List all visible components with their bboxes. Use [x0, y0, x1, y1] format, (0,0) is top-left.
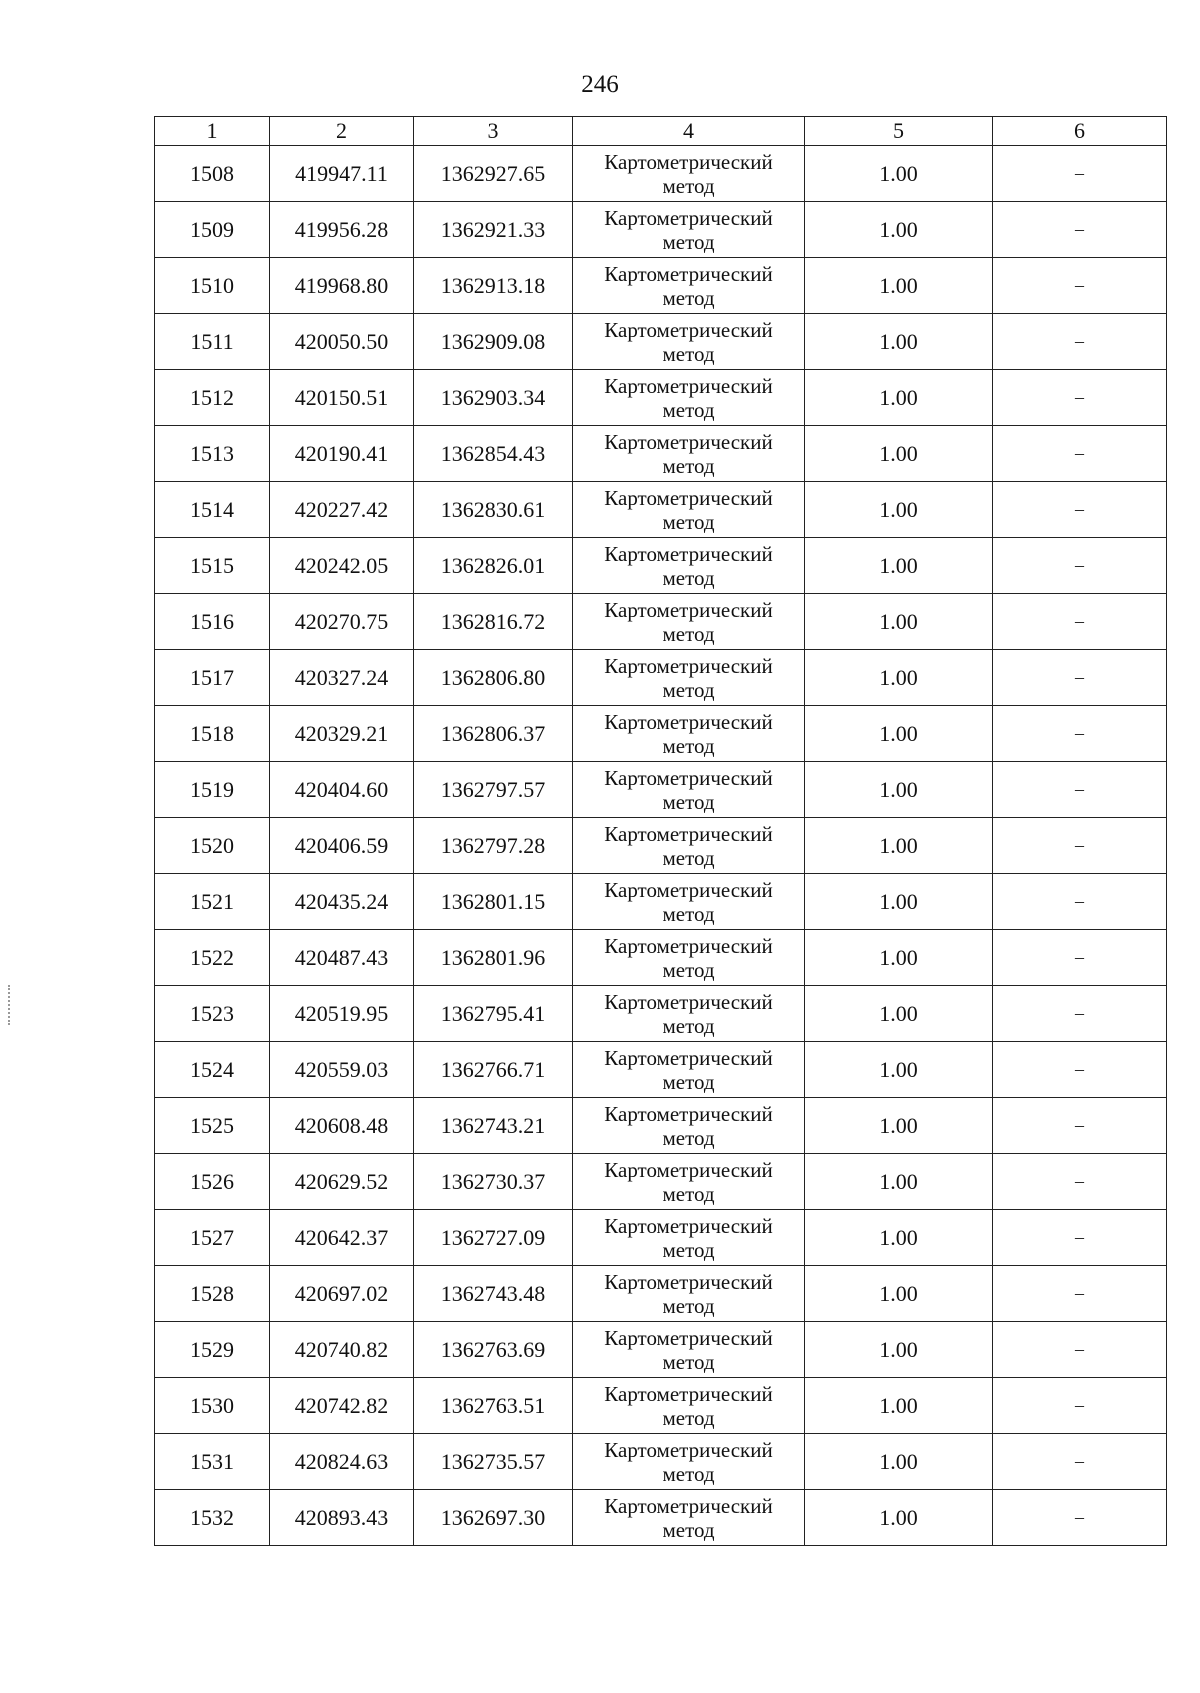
method-line-2: метод	[662, 1237, 715, 1262]
point-number-cell: 1526	[155, 1154, 270, 1210]
method-cell	[573, 426, 805, 482]
table-row	[155, 1098, 1167, 1154]
y-coordinate-cell: 1362927.65	[414, 146, 573, 202]
note-cell: –	[993, 930, 1167, 986]
method-line-2: метод	[662, 845, 715, 870]
table-row	[155, 202, 1167, 258]
point-number-cell: 1515	[155, 538, 270, 594]
table-row	[155, 1490, 1167, 1546]
method-line-1: Картометрический	[604, 1269, 773, 1294]
y-coordinate-cell: 1362806.80	[414, 650, 573, 706]
x-coordinate-cell: 420406.59	[270, 818, 414, 874]
note-cell: –	[993, 1434, 1167, 1490]
method-line-1: Картометрический	[604, 653, 773, 678]
method-line-1: Картометрический	[604, 317, 773, 342]
note-cell: –	[993, 762, 1167, 818]
method-line-2: метод	[662, 1349, 715, 1374]
point-number-cell: 1521	[155, 874, 270, 930]
method-line-1: Картометрический	[604, 373, 773, 398]
x-coordinate-cell: 419968.80	[270, 258, 414, 314]
method-line-1: Картометрический	[604, 821, 773, 846]
x-coordinate-cell: 420697.02	[270, 1266, 414, 1322]
table-row	[155, 314, 1167, 370]
note-cell: –	[993, 1266, 1167, 1322]
point-number-cell: 1519	[155, 762, 270, 818]
method-line-1: Картометрический	[604, 541, 773, 566]
y-coordinate-cell: 1362795.41	[414, 986, 573, 1042]
method-cell	[573, 314, 805, 370]
method-line-2: метод	[662, 509, 715, 534]
table-row	[155, 538, 1167, 594]
x-coordinate-cell: 420270.75	[270, 594, 414, 650]
accuracy-cell: 1.00	[805, 1266, 993, 1322]
method-line-1: Картометрический	[604, 261, 773, 286]
accuracy-cell: 1.00	[805, 146, 993, 202]
method-line-1: Картометрический	[604, 485, 773, 510]
method-line-2: метод	[662, 1013, 715, 1038]
x-coordinate-cell: 420329.21	[270, 706, 414, 762]
x-coordinate-cell: 419947.11	[270, 146, 414, 202]
accuracy-cell: 1.00	[805, 1322, 993, 1378]
note-cell: –	[993, 1042, 1167, 1098]
point-number-cell: 1530	[155, 1378, 270, 1434]
accuracy-cell: 1.00	[805, 930, 993, 986]
method-cell	[573, 986, 805, 1042]
x-coordinate-cell: 420404.60	[270, 762, 414, 818]
method-line-2: метод	[662, 733, 715, 758]
note-cell: –	[993, 426, 1167, 482]
y-coordinate-cell: 1362801.96	[414, 930, 573, 986]
x-coordinate-cell: 420824.63	[270, 1434, 414, 1490]
point-number-cell: 1520	[155, 818, 270, 874]
point-number-cell: 1531	[155, 1434, 270, 1490]
table-row	[155, 1154, 1167, 1210]
point-number-cell: 1523	[155, 986, 270, 1042]
y-coordinate-cell: 1362816.72	[414, 594, 573, 650]
point-number-cell: 1527	[155, 1210, 270, 1266]
table-row	[155, 650, 1167, 706]
header-col-3: 3	[414, 117, 573, 146]
note-cell: –	[993, 1210, 1167, 1266]
table-row	[155, 426, 1167, 482]
point-number-cell: 1513	[155, 426, 270, 482]
table-row	[155, 762, 1167, 818]
point-number-cell: 1516	[155, 594, 270, 650]
x-coordinate-cell: 420642.37	[270, 1210, 414, 1266]
accuracy-cell: 1.00	[805, 762, 993, 818]
point-number-cell: 1532	[155, 1490, 270, 1546]
x-coordinate-cell: 420435.24	[270, 874, 414, 930]
y-coordinate-cell: 1362727.09	[414, 1210, 573, 1266]
x-coordinate-cell: 420742.82	[270, 1378, 414, 1434]
y-coordinate-cell: 1362909.08	[414, 314, 573, 370]
method-line-1: Картометрический	[604, 1437, 773, 1462]
table-row	[155, 986, 1167, 1042]
y-coordinate-cell: 1362903.34	[414, 370, 573, 426]
x-coordinate-cell: 420150.51	[270, 370, 414, 426]
note-cell: –	[993, 370, 1167, 426]
method-cell	[573, 874, 805, 930]
y-coordinate-cell: 1362797.28	[414, 818, 573, 874]
header-col-5: 5	[805, 117, 993, 146]
note-cell: –	[993, 594, 1167, 650]
table-row	[155, 1434, 1167, 1490]
y-coordinate-cell: 1362763.51	[414, 1378, 573, 1434]
method-cell	[573, 706, 805, 762]
method-cell	[573, 1490, 805, 1546]
header-col-6: 6	[993, 117, 1167, 146]
method-line-2: метод	[662, 1069, 715, 1094]
method-line-1: Картометрический	[604, 1493, 773, 1518]
method-cell	[573, 538, 805, 594]
method-line-2: метод	[662, 957, 715, 982]
x-coordinate-cell: 420327.24	[270, 650, 414, 706]
note-cell: –	[993, 1322, 1167, 1378]
point-number-cell: 1508	[155, 146, 270, 202]
y-coordinate-cell: 1362797.57	[414, 762, 573, 818]
point-number-cell: 1510	[155, 258, 270, 314]
method-line-2: метод	[662, 901, 715, 926]
method-cell	[573, 818, 805, 874]
accuracy-cell: 1.00	[805, 1210, 993, 1266]
table-row	[155, 1210, 1167, 1266]
note-cell: –	[993, 818, 1167, 874]
method-cell	[573, 202, 805, 258]
method-line-2: метод	[662, 1293, 715, 1318]
accuracy-cell: 1.00	[805, 1378, 993, 1434]
table-row	[155, 874, 1167, 930]
accuracy-cell: 1.00	[805, 1154, 993, 1210]
method-cell	[573, 650, 805, 706]
point-number-cell: 1522	[155, 930, 270, 986]
method-cell	[573, 258, 805, 314]
method-line-1: Картометрический	[604, 765, 773, 790]
accuracy-cell: 1.00	[805, 874, 993, 930]
table-row	[155, 482, 1167, 538]
y-coordinate-cell: 1362801.15	[414, 874, 573, 930]
table-body	[155, 146, 1167, 1546]
x-coordinate-cell: 420608.48	[270, 1098, 414, 1154]
accuracy-cell: 1.00	[805, 1098, 993, 1154]
note-cell: –	[993, 1378, 1167, 1434]
table-row	[155, 1322, 1167, 1378]
point-number-cell: 1518	[155, 706, 270, 762]
method-cell	[573, 1378, 805, 1434]
note-cell: –	[993, 258, 1167, 314]
method-cell	[573, 930, 805, 986]
table-row	[155, 1042, 1167, 1098]
method-line-1: Картометрический	[604, 1157, 773, 1182]
x-coordinate-cell: 420629.52	[270, 1154, 414, 1210]
accuracy-cell: 1.00	[805, 986, 993, 1042]
method-line-2: метод	[662, 565, 715, 590]
method-line-1: Картометрический	[604, 205, 773, 230]
table-row	[155, 370, 1167, 426]
x-coordinate-cell: 419956.28	[270, 202, 414, 258]
method-line-1: Картометрический	[604, 1101, 773, 1126]
x-coordinate-cell: 420519.95	[270, 986, 414, 1042]
accuracy-cell: 1.00	[805, 426, 993, 482]
table-row	[155, 818, 1167, 874]
method-line-1: Картометрический	[604, 429, 773, 454]
method-line-2: метод	[662, 341, 715, 366]
note-cell: –	[993, 874, 1167, 930]
method-line-2: метод	[662, 229, 715, 254]
method-line-1: Картометрический	[604, 1325, 773, 1350]
x-coordinate-cell: 420559.03	[270, 1042, 414, 1098]
point-number-cell: 1511	[155, 314, 270, 370]
method-line-2: метод	[662, 1461, 715, 1486]
method-cell	[573, 1434, 805, 1490]
y-coordinate-cell: 1362806.37	[414, 706, 573, 762]
accuracy-cell: 1.00	[805, 818, 993, 874]
accuracy-cell: 1.00	[805, 482, 993, 538]
method-line-2: метод	[662, 1405, 715, 1430]
method-cell	[573, 1210, 805, 1266]
method-line-2: метод	[662, 397, 715, 422]
y-coordinate-cell: 1362921.33	[414, 202, 573, 258]
note-cell: –	[993, 986, 1167, 1042]
note-cell: –	[993, 202, 1167, 258]
method-cell	[573, 370, 805, 426]
y-coordinate-cell: 1362826.01	[414, 538, 573, 594]
table-row	[155, 930, 1167, 986]
note-cell: –	[993, 146, 1167, 202]
y-coordinate-cell: 1362830.61	[414, 482, 573, 538]
table-row	[155, 1378, 1167, 1434]
method-line-1: Картометрический	[604, 1381, 773, 1406]
method-line-1: Картометрический	[604, 877, 773, 902]
point-number-cell: 1528	[155, 1266, 270, 1322]
method-line-2: метод	[662, 1181, 715, 1206]
method-line-1: Картометрический	[604, 597, 773, 622]
margin-dots	[8, 985, 12, 1025]
y-coordinate-cell: 1362743.48	[414, 1266, 573, 1322]
accuracy-cell: 1.00	[805, 1042, 993, 1098]
note-cell: –	[993, 482, 1167, 538]
method-cell	[573, 762, 805, 818]
x-coordinate-cell: 420893.43	[270, 1490, 414, 1546]
accuracy-cell: 1.00	[805, 370, 993, 426]
point-number-cell: 1524	[155, 1042, 270, 1098]
accuracy-cell: 1.00	[805, 538, 993, 594]
point-number-cell: 1512	[155, 370, 270, 426]
y-coordinate-cell: 1362854.43	[414, 426, 573, 482]
note-cell: –	[993, 650, 1167, 706]
note-cell: –	[993, 706, 1167, 762]
method-cell	[573, 594, 805, 650]
accuracy-cell: 1.00	[805, 594, 993, 650]
method-line-1: Картометрический	[604, 1045, 773, 1070]
point-number-cell: 1525	[155, 1098, 270, 1154]
x-coordinate-cell: 420487.43	[270, 930, 414, 986]
y-coordinate-cell: 1362697.30	[414, 1490, 573, 1546]
y-coordinate-cell: 1362730.37	[414, 1154, 573, 1210]
method-cell	[573, 1154, 805, 1210]
point-number-cell: 1529	[155, 1322, 270, 1378]
accuracy-cell: 1.00	[805, 258, 993, 314]
accuracy-cell: 1.00	[805, 1434, 993, 1490]
table-row	[155, 146, 1167, 202]
note-cell: –	[993, 538, 1167, 594]
table-header	[155, 117, 1167, 146]
table-row	[155, 706, 1167, 762]
note-cell: –	[993, 1154, 1167, 1210]
method-line-2: метод	[662, 173, 715, 198]
table-row	[155, 258, 1167, 314]
table-row	[155, 1266, 1167, 1322]
header-row	[155, 117, 1167, 146]
accuracy-cell: 1.00	[805, 1490, 993, 1546]
coordinates-table	[154, 116, 1167, 1546]
point-number-cell: 1517	[155, 650, 270, 706]
x-coordinate-cell: 420242.05	[270, 538, 414, 594]
y-coordinate-cell: 1362743.21	[414, 1098, 573, 1154]
header-col-2: 2	[270, 117, 414, 146]
page-number: 246	[581, 71, 619, 98]
header-col-4: 4	[573, 117, 805, 146]
method-line-1: Картометрический	[604, 989, 773, 1014]
y-coordinate-cell: 1362735.57	[414, 1434, 573, 1490]
method-line-1: Картометрический	[604, 149, 773, 174]
method-line-1: Картометрический	[604, 933, 773, 958]
table-row	[155, 594, 1167, 650]
method-cell	[573, 482, 805, 538]
x-coordinate-cell: 420740.82	[270, 1322, 414, 1378]
method-line-2: метод	[662, 453, 715, 478]
method-cell	[573, 1266, 805, 1322]
method-line-2: метод	[662, 285, 715, 310]
method-line-2: метод	[662, 1517, 715, 1542]
accuracy-cell: 1.00	[805, 706, 993, 762]
x-coordinate-cell: 420227.42	[270, 482, 414, 538]
method-cell	[573, 146, 805, 202]
y-coordinate-cell: 1362913.18	[414, 258, 573, 314]
header-col-1: 1	[155, 117, 270, 146]
accuracy-cell: 1.00	[805, 202, 993, 258]
y-coordinate-cell: 1362763.69	[414, 1322, 573, 1378]
note-cell: –	[993, 1490, 1167, 1546]
method-cell	[573, 1098, 805, 1154]
method-line-2: метод	[662, 789, 715, 814]
method-cell	[573, 1322, 805, 1378]
method-cell	[573, 1042, 805, 1098]
x-coordinate-cell: 420190.41	[270, 426, 414, 482]
method-line-2: метод	[662, 677, 715, 702]
note-cell: –	[993, 1098, 1167, 1154]
note-cell: –	[993, 314, 1167, 370]
method-line-1: Картометрический	[604, 709, 773, 734]
method-line-1: Картометрический	[604, 1213, 773, 1238]
method-line-2: метод	[662, 621, 715, 646]
point-number-cell: 1509	[155, 202, 270, 258]
accuracy-cell: 1.00	[805, 314, 993, 370]
x-coordinate-cell: 420050.50	[270, 314, 414, 370]
method-line-2: метод	[662, 1125, 715, 1150]
y-coordinate-cell: 1362766.71	[414, 1042, 573, 1098]
point-number-cell: 1514	[155, 482, 270, 538]
accuracy-cell: 1.00	[805, 650, 993, 706]
